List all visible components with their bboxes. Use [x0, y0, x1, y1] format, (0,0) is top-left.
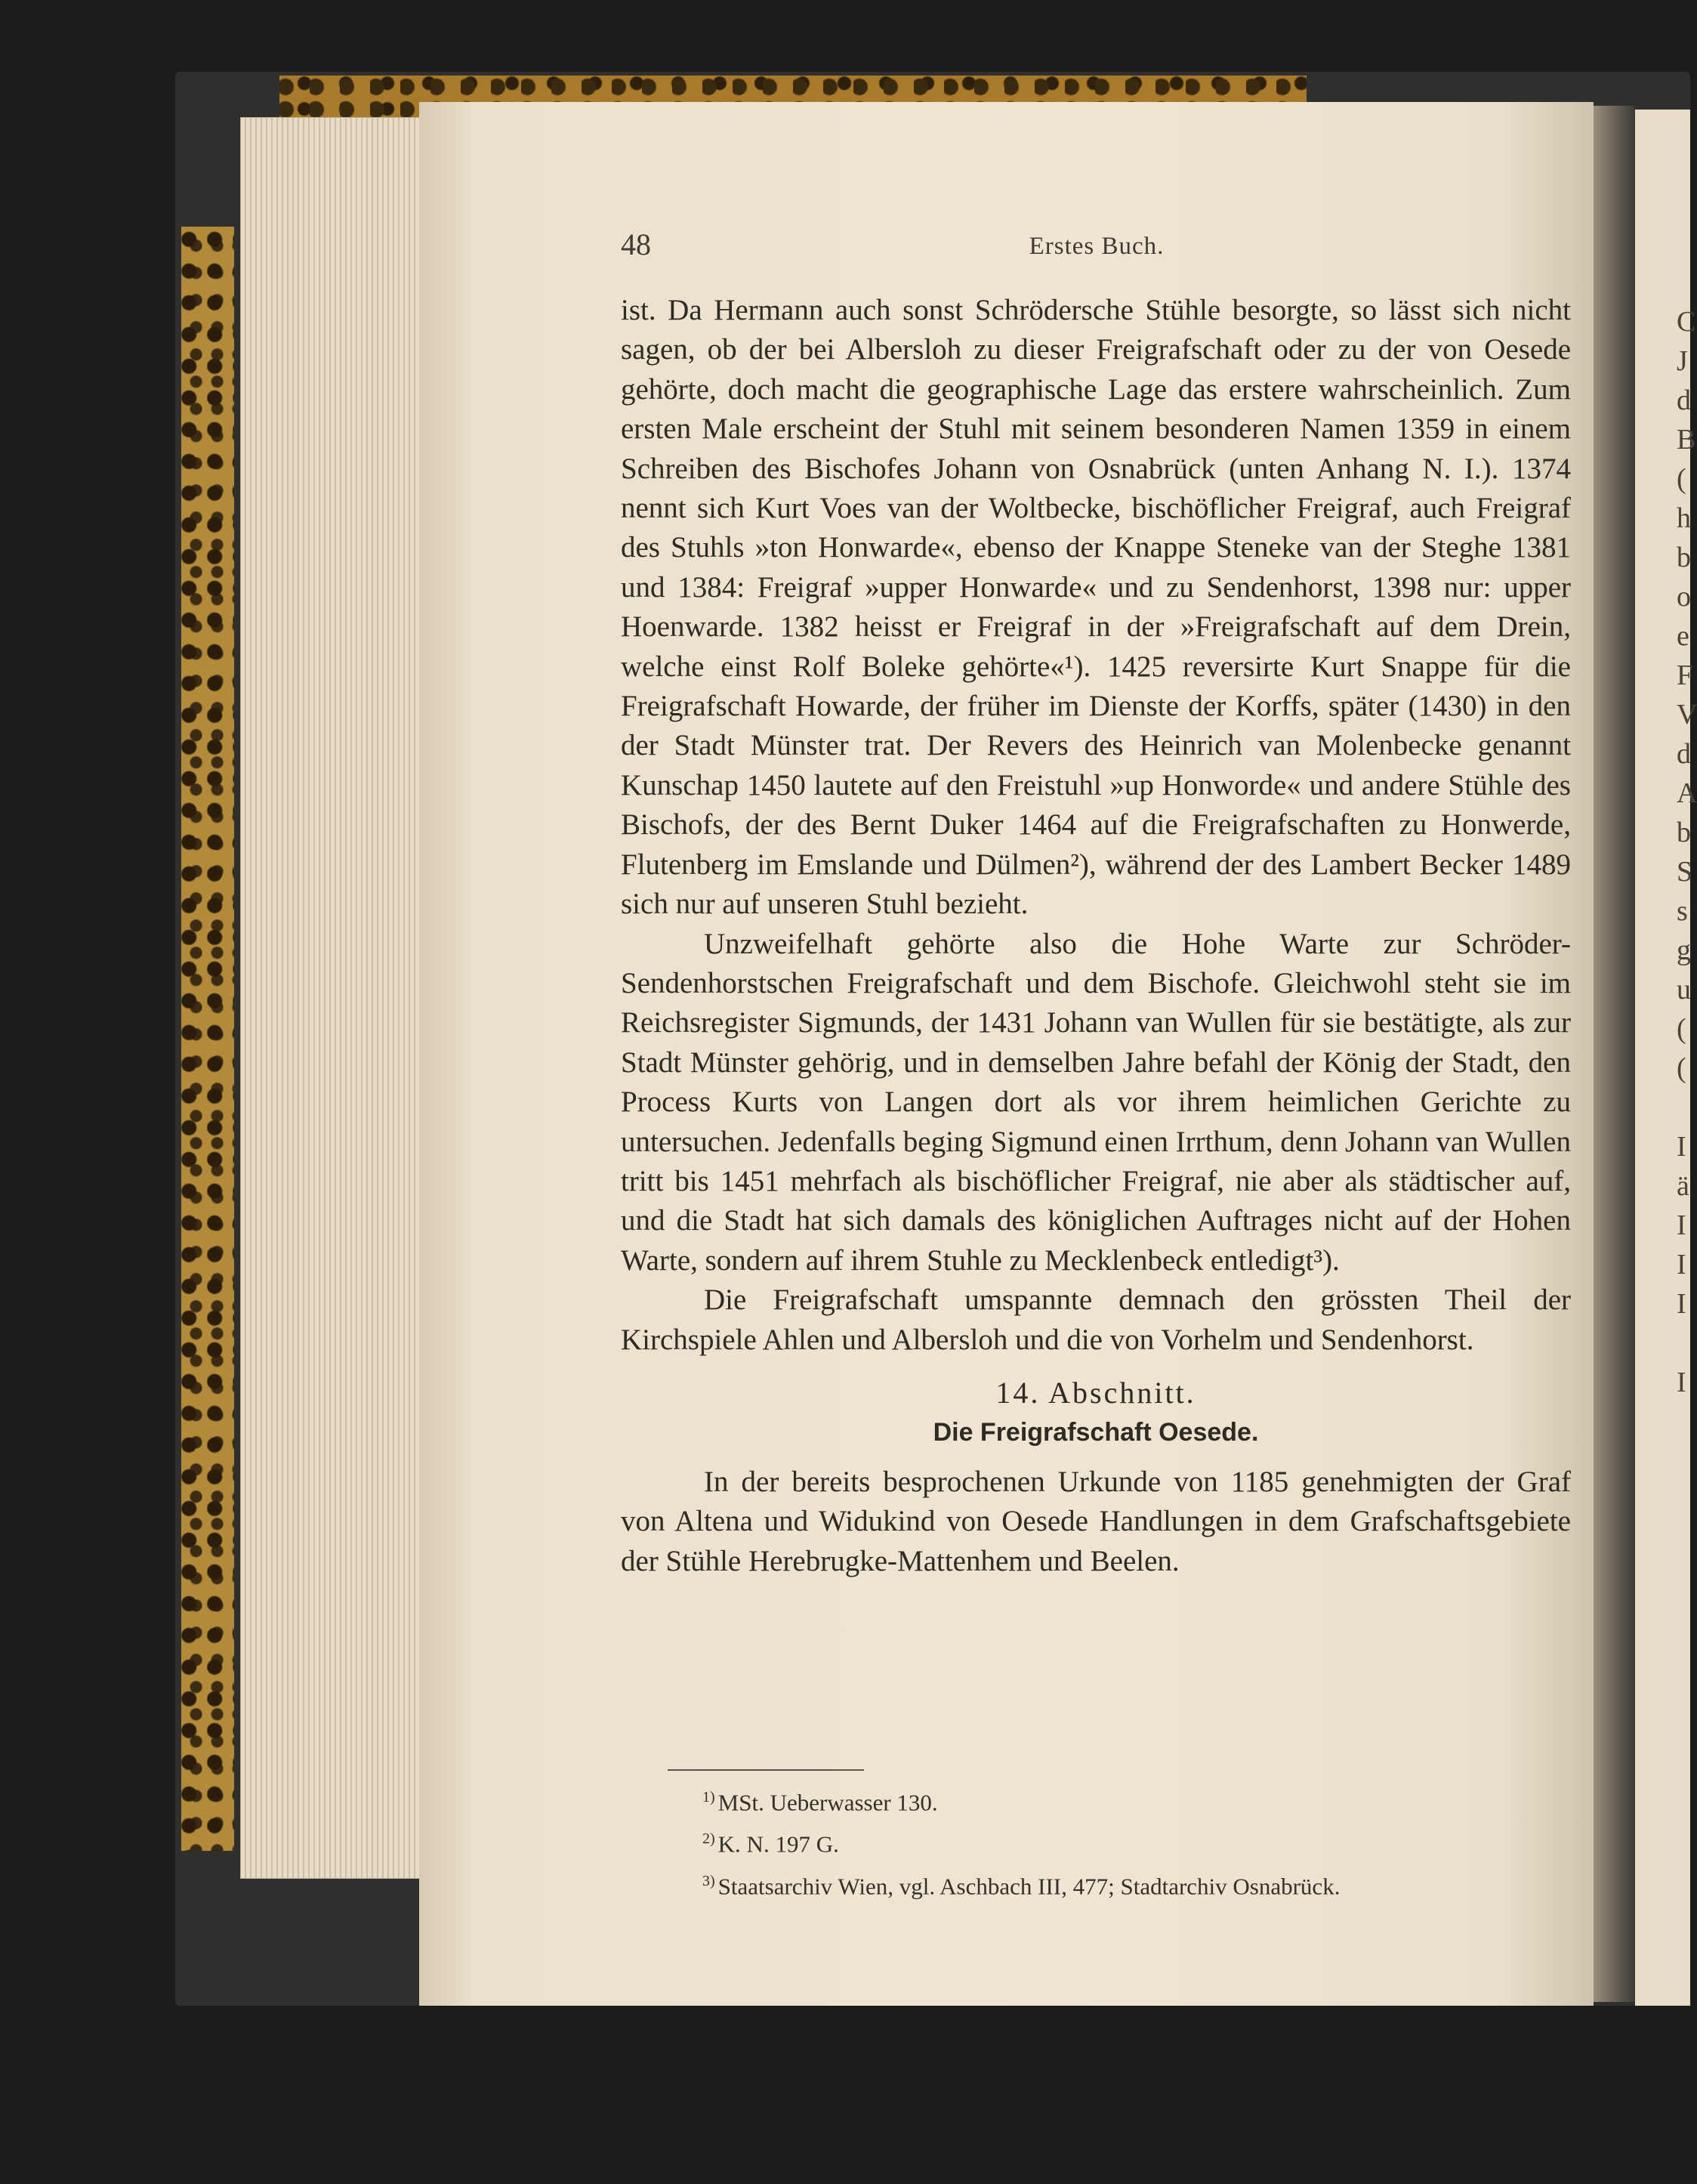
footnote-text: Staatsarchiv Wien, vgl. Aschbach III, 477; Stadtarchiv Osnabrück.: [717, 1872, 1341, 1899]
footnote-text: MSt. Ueberwasser 130.: [717, 1789, 938, 1816]
right-page-letter: [1677, 1324, 1690, 1363]
right-page-letter: S: [1677, 856, 1693, 888]
paragraph: Unzweifelhaft gehörte also die Hohe Warte zur Schröder-Sendenhorstschen Freigrafschaft und dem Bischofe. Gleichwohl steht sie im Reichsregister Sigmunds, der 1431 Johann van Wullen für sie bestätigte, als zur Stadt Münster gehörig, und in demselben Jahre befahl der König der Stadt, den Process Kurts von Langen dort als vor ihrem heimlichen Gerichte zu untersuchen. Jedenfalls beging Sigmund einen Irrthum, denn Johann van Wullen tritt bis 1451 mehrfach als bischöflicher Freigraf, nie aber als städtischer auf, und die Stadt hat sich damals des königlichen Auftrages nicht auf der Hohen Warte, sondern auf ihrem Stuhle zu Mecklenbeck entledigt³).: [621, 927, 1571, 1277]
right-page-letter: V: [1677, 699, 1697, 731]
right-page-letter: I: [1677, 1367, 1686, 1398]
right-page-letters: [1677, 302, 1697, 1511]
right-page-letter: B: [1677, 424, 1696, 456]
right-page-letter: I: [1677, 1131, 1686, 1163]
right-page-letter: J: [1677, 345, 1688, 377]
page-number: 48: [621, 227, 651, 261]
paragraph: ist. Da Hermann auch sonst Schrödersche Stühle besorgte, so lässt sich nicht sagen, ob der bei Albersloh zu dieser Freigrafschaft oder zu der von Oesede gehörte, doch macht die geographische Lage das erstere wahrscheinlich. Zum ersten Male erscheint der Stuhl mit seinem besonderen Namen 1359 in einem Schreiben des Bischofes Johann von Osnabrück (unten Anhang N. I.). 1374 nennt sich Kurt Voes van der Woltbecke, bischöflicher Freigraf, auch Freigraf des Stuhls »ton Honwarde«, ebenso der Knappe Steneke van der Steghe 1381 und 1384: Freigraf »upper Honwarde« und zu Sendenhorst, 1398 nur: upper Hoenwarde. 1382 heisst er Freigraf in der »Freigrafschaft auf dem Drein, welche einst Rolf Boleke gehörte«¹). 1425 reversirte Kurt Snappe für die Freigrafschaft Howarde, der früher im Dienste der Korffs, später (1430) in den der Stadt Münster trat. Der Revers des Heinrich van Molenbecke genannt Kunschap 1450 lautete auf den Freistuhl »up Honworde« und andere Stühle des Bischofs, der des Bernt Duker 1464 auf die Freigrafschaften zu Honwerde, Flutenberg im Emslande und Dülmen²), während der des Lambert Becker 1489 sich nur auf unseren Stuhl bezieht.: [621, 294, 1571, 921]
right-page-letter: A: [1677, 777, 1697, 809]
right-page-letter: I: [1677, 1249, 1686, 1280]
right-page-letter: s: [1677, 895, 1688, 927]
right-page-letter: ä: [1677, 1170, 1689, 1202]
footnotes: [702, 1779, 1571, 1904]
right-page-letter: o: [1677, 581, 1691, 613]
section-title: Die Freigrafschaft Oesede.: [933, 1417, 1259, 1447]
section-heading: 14. Abschnitt.: [995, 1375, 1196, 1410]
right-page-letter: h: [1677, 502, 1691, 534]
page-stack-edge: [240, 117, 430, 1879]
right-page-letter: (: [1677, 1052, 1686, 1084]
right-page-letter: (: [1677, 1013, 1686, 1045]
book-gutter: [1594, 106, 1635, 2002]
right-page-letter: d: [1677, 385, 1691, 416]
right-page-letter: g: [1677, 934, 1691, 966]
right-page-letter: C: [1677, 306, 1696, 338]
right-page-letter: (: [1677, 463, 1686, 495]
footnote: [702, 1779, 1571, 1821]
right-page-letter: [1677, 1088, 1690, 1127]
paragraph: In der bereits besprochenen Urkunde von 1185 genehmigten der Graf von Altena und Widukind von Oesede Handlungen in dem Grafschaftsgebiete der Stühle Herebrugke-Mattenhem und Beelen.: [621, 1465, 1571, 1577]
running-head: Erstes Buch.: [1029, 233, 1165, 260]
right-page-letter: d: [1677, 738, 1691, 770]
right-page-letter: u: [1677, 974, 1691, 1006]
right-page-letter: b: [1677, 542, 1691, 573]
paragraph: Die Freigrafschaft umspannte demnach den grössten Theil der Kirchspiele Ahlen und Albersloh und die von Vorhelm und Sendenhorst.: [621, 1284, 1571, 1356]
footnote-mark: 1): [702, 1789, 715, 1806]
right-page-letter: e: [1677, 620, 1689, 652]
marbled-edge-left: [181, 227, 234, 1851]
page-header: [621, 227, 1572, 264]
footnote-mark: 2): [702, 1830, 715, 1848]
right-page-letter: b: [1677, 817, 1691, 848]
footnote: [702, 1821, 1571, 1862]
right-page-letter: I: [1677, 1209, 1686, 1241]
body-text: [621, 291, 1571, 1581]
footnote-rule: [668, 1769, 864, 1771]
footnote-mark: 3): [702, 1872, 715, 1889]
footnote-text: K. N. 197 G.: [717, 1830, 839, 1858]
footnote: [702, 1863, 1571, 1904]
right-page-letter: I: [1677, 1288, 1686, 1320]
right-page-letter: F: [1677, 660, 1693, 691]
